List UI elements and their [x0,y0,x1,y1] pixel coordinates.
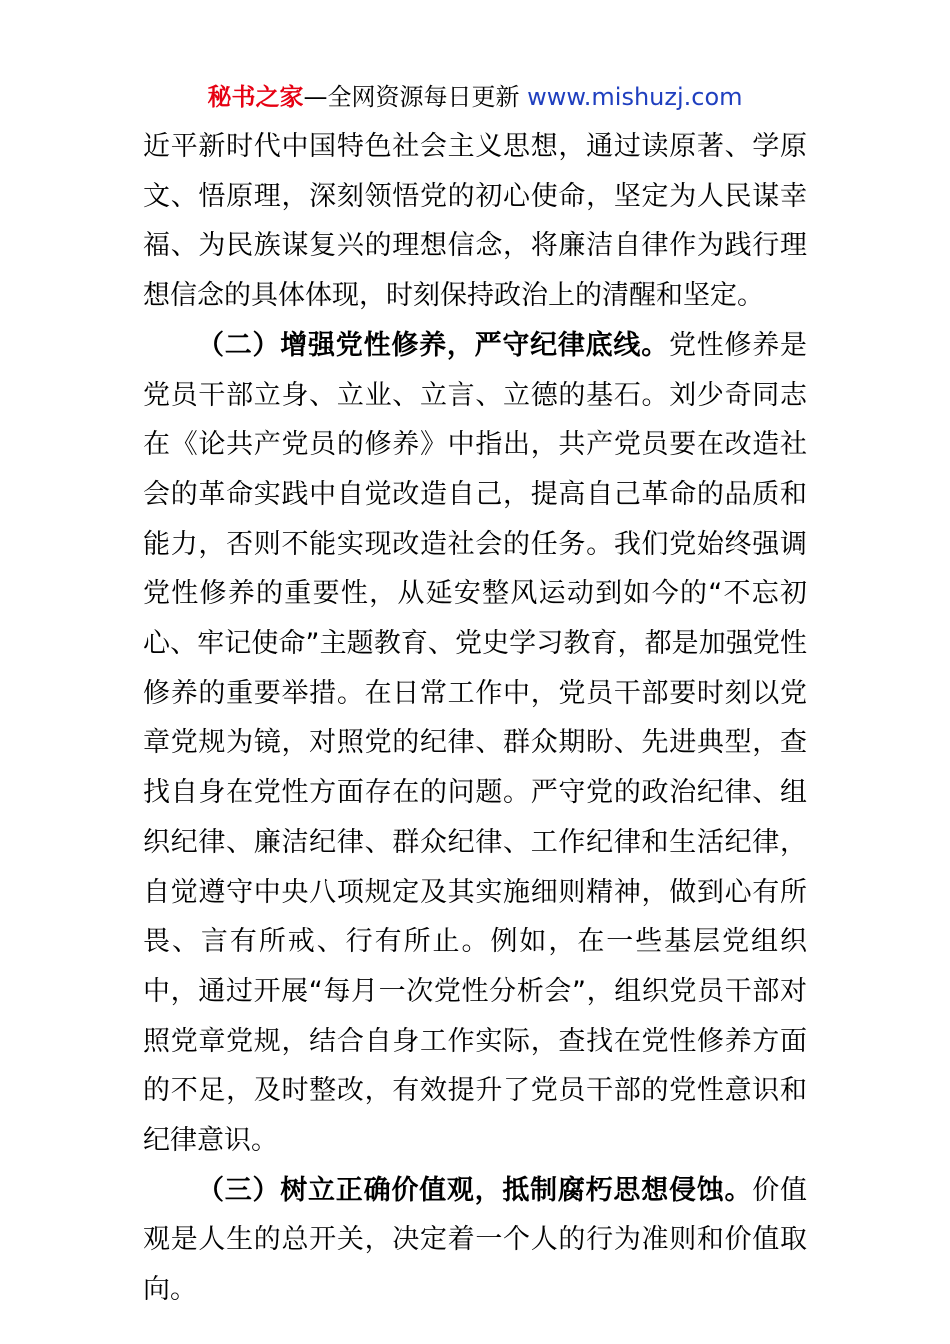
paragraph-text: 党性修养是党员干部立身、立业、立言、立德的基石。刘少奇同志在《论共产党员的修养》中指出，共产党员要在改造社会的革命实践中自觉改造自己，提高自己革命的品质和能力，否则不能实现改造社会的任务。我们党始终强调党性修养的重要性，从延安整风运动到如今的“不忘初心、牢记使命”主题教育、党史学习教育，都是加强党性修养的重要举措。在日常工作中，党员干部要时刻以党章党规为镜，对照党的纪律、群众期盼、先进典型，查找自身在党性方面存在的问题。严守党的政治纪律、组织纪律、廉洁纪律、群众纪律、工作纪律和生活纪律，自觉遵守中央八项规定及其实施细则精神，做到心有所畏、言有所戒、行有所止。例如，在一些基层党组织中，通过开展“每月一次党性分析会”，组织党员干部对照党章党规，结合自身工作实际，查找在党性修养方面的不足，及时整改，有效提升了党员干部的党性意识和纪律意识。 [143,329,808,1157]
site-url[interactable]: www.mishuzj.com [527,83,743,111]
section-heading: （三）树立正确价值观，抵制腐朽思想侵蚀。 [197,1174,753,1206]
document-body [143,122,807,1315]
site-header [0,80,950,114]
section-heading: （二）增强党性修养，严守纪律底线。 [197,329,669,361]
paragraph-section-3 [143,1166,807,1315]
paragraph-text: 价值观是人生的总开关，决定着一个人的行为准则和价值取向。 [143,1174,808,1306]
paragraph-text: 近平新时代中国特色社会主义思想，通过读原著、学原文、悟原理，深刻领悟党的初心使命，坚定为人民谋幸福、为民族谋复兴的理想信念，将廉洁自律作为践行理想信念的具体体现，时刻保持政治上的清醒和坚定。 [143,131,807,312]
paragraph-continued [143,122,807,321]
brand-name: 秘书之家 [207,83,304,111]
header-slogan: —全网资源每日更新 [303,83,520,111]
paragraph-section-2 [143,321,807,1166]
